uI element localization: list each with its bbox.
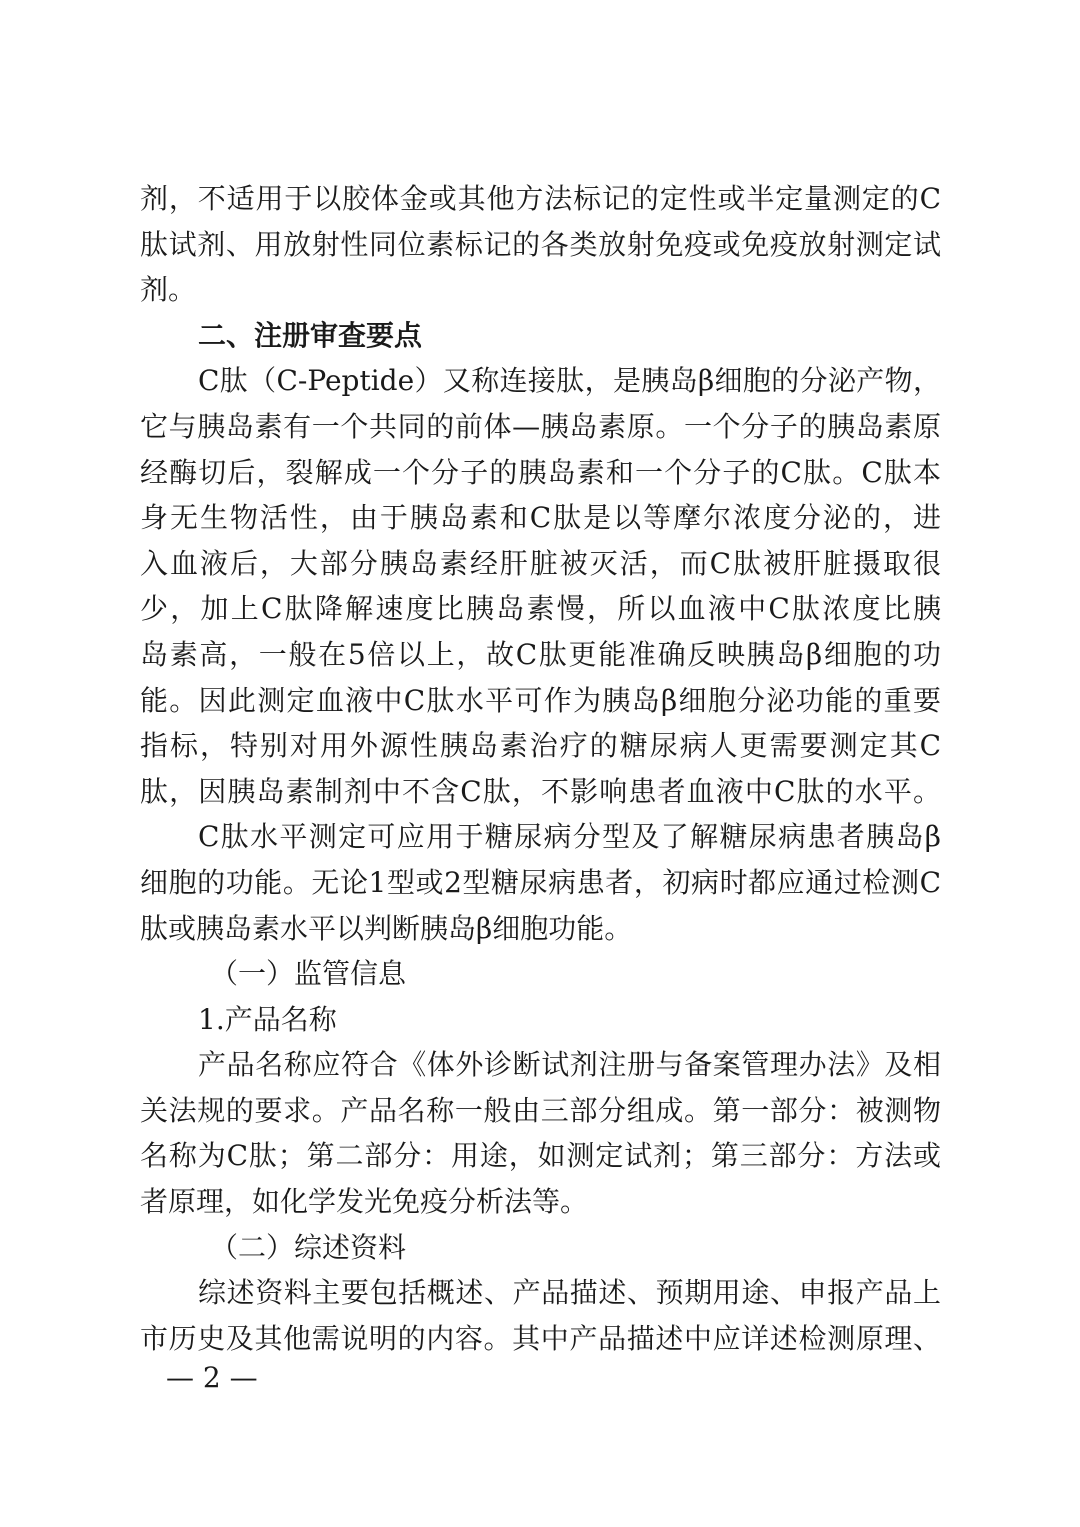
document-body bbox=[140, 176, 941, 1361]
text-line: 肽，因胰岛素制剂中不含C肽，不影响患者血液中C肽的水平。 bbox=[140, 774, 941, 808]
page-number: — 2 — bbox=[166, 1361, 258, 1394]
text-line: 者原理，如化学发光免疫分析法等。 bbox=[140, 1185, 589, 1219]
text-line: 它与胰岛素有一个共同的前体—胰岛素原。一个分子的胰岛素原 bbox=[140, 409, 941, 443]
subsection-heading: （二）综述资料 bbox=[210, 1230, 407, 1264]
text-line: 市历史及其他需说明的内容。其中产品描述中应详述检测原理、 bbox=[140, 1321, 941, 1355]
text-line: 名称为C肽；第二部分：用途，如测定试剂；第三部分：方法或 bbox=[140, 1139, 941, 1173]
text-line: 入血液后，大部分胰岛素经肝脏被灭活，而C肽被肝脏摄取很 bbox=[140, 546, 941, 580]
text-line: 肽或胰岛素水平以判断胰岛β细胞功能。 bbox=[140, 911, 633, 945]
text-line: 剂，不适用于以胶体金或其他方法标记的定性或半定量测定的C bbox=[140, 182, 941, 215]
text-line: 关法规的要求。产品名称一般由三部分组成。第一部分：被测物 bbox=[140, 1093, 941, 1127]
text-line: C肽（C-Peptide）又称连接肽，是胰岛β细胞的分泌产物， bbox=[198, 364, 941, 398]
text-line: 综述资料主要包括概述、产品描述、预期用途、申报产品上 bbox=[198, 1276, 941, 1310]
text-line: 少，加上C肽降解速度比胰岛素慢，所以血液中C肽浓度比胰 bbox=[140, 592, 941, 626]
text-line: 肽试剂、用放射性同位素标记的各类放射免疫或免疫放射测定试 bbox=[140, 227, 941, 261]
section-heading: 二、注册审查要点 bbox=[198, 318, 423, 352]
text-line: 产品名称应符合《体外诊断试剂注册与备案管理办法》及相 bbox=[198, 1048, 941, 1082]
subsection-heading: （一）监管信息 bbox=[210, 957, 407, 991]
text-line: 身无生物活性，由于胰岛素和C肽是以等摩尔浓度分泌的，进 bbox=[140, 501, 941, 535]
text-line: 指标，特别对用外源性胰岛素治疗的糖尿病人更需要测定其C bbox=[140, 729, 941, 763]
text-line: C肽水平测定可应用于糖尿病分型及了解糖尿病患者胰岛β bbox=[198, 820, 941, 854]
item-heading: 1.产品名称 bbox=[198, 1002, 337, 1036]
text-line: 剂。 bbox=[140, 273, 197, 307]
text-line: 经酶切后，裂解成一个分子的胰岛素和一个分子的C肽。C肽本 bbox=[140, 455, 941, 489]
text-line: 细胞的功能。无论1型或2型糖尿病患者，初病时都应通过检测C bbox=[140, 865, 941, 899]
text-line: 岛素高，一般在5倍以上，故C肽更能准确反映胰岛β细胞的功 bbox=[140, 637, 941, 671]
text-line: 能。因此测定血液中C肽水平可作为胰岛β细胞分泌功能的重要 bbox=[140, 683, 941, 717]
